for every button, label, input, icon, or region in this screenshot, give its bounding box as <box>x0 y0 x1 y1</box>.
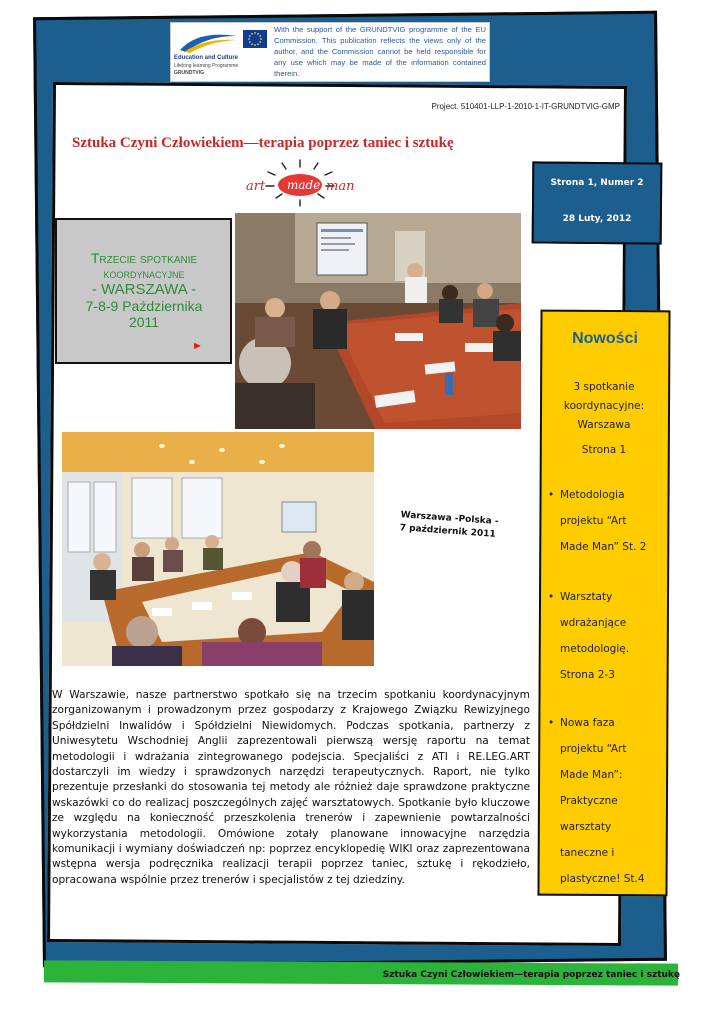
logo-word-man: man <box>326 179 355 194</box>
news-intro-line: 3 spotkanie <box>573 381 635 393</box>
news-item-line: metodologię. <box>560 643 630 655</box>
news-item-line: plastyczne! St.4 <box>560 873 645 885</box>
news-item-line: Made Man”: <box>560 769 623 781</box>
eu-logo-line1: Education and Culture <box>174 55 239 61</box>
news-item-line: Praktyczne <box>560 795 618 807</box>
eu-logo-line2: Lifelong learning Programme <box>174 63 239 69</box>
logo-word-art: art <box>246 179 266 194</box>
meeting-line2: koordynacyjne <box>103 266 185 281</box>
caption-line1: Warszawa -Polska - <box>400 510 499 528</box>
project-code: Project. 510401-LLP-1-2010-1-IT-GRUNDTVIG-GMP <box>431 102 620 111</box>
logo-word-made: made <box>287 178 321 192</box>
news-item-line: Made Man” St. 2 <box>560 541 647 553</box>
eu-swoosh-icon <box>178 30 238 54</box>
meeting-line4: 7-8-9 Października <box>85 298 203 314</box>
news-item-line: Strona 2-3 <box>560 669 615 681</box>
issue-box <box>532 161 663 244</box>
caption-line2: 7 październik 2011 <box>399 523 496 540</box>
meeting-photo-1 <box>235 213 521 429</box>
eu-flag-icon <box>243 30 267 48</box>
newsletter-title: Sztuka Czyni Człowiekiem—terapia poprzez taniec i sztukę <box>72 135 454 151</box>
issue-date: 28 Luty, 2012 <box>562 214 632 224</box>
news-item-line: taneczne i <box>560 847 615 859</box>
news-item-line: projektu “Art <box>560 515 627 527</box>
article-body: W Warszawie, nasze partnerstwo spotkało się na trzecim spotkaniu koordynacyjnym zorganizowanym i prowadzonym przez gospodarzy z Krajowego Związku Rewizyjnego Spółdzielni Inwalidów i Spółdzielni Niewidomych. Podczas spotkania, partnerzy z Uniwesytetu Wschodniej Anglii zaprezentowali pierwszą wersję raportu na temat metodologii i wdrażania zintegrowanego podejscia. Specjaliści z ATI i RE.LEG.ART dostarczyli im wiedzy i sprawdzonych narzędzi terapeutycznych. Raport, nie tylko prezentuje przesłanki do stosowania tej metody ale różnież daje sprawdzone praktyczne wskazówki co do realizacj poszczególnych zajęć warsztatowych. Spotkanie było kluczowe ze względu na konieczność przeszkolenia trenerów i zapewnienie powtarzalności wykorzystania metodologii. Omówione zotały planowane innowacyjne narzędzia komunikacji i wymiany doświadczeń np: poprzez encyklopedię WIKI oraz zaprezentowana wstępna wersja podręcznika realizacji terapii poprzez taniec, sztukę i rękodzieło, opracowana wspólnie przez trenerów i specjalistów z tej dziedziny. <box>52 689 530 886</box>
meeting-photo-2 <box>62 432 374 666</box>
news-intro-line: Warszawa <box>577 419 631 431</box>
eu-disclaimer: With the support of the GRUNDTVIG programme of the EU Commission. This publication reflects the views only of the author, and the Commission cannot be held responsible for any use which may be made of the information contained therein. <box>274 25 486 78</box>
news-item-line: projektu “Art <box>560 743 627 755</box>
meeting-box-text <box>60 250 228 330</box>
news-title: Nowości <box>572 330 638 347</box>
news-item-line: wdrażanjące <box>560 617 627 629</box>
eu-logo-line3: GRUNDTVIG <box>174 70 204 76</box>
news-item-line: • Warsztaty <box>560 591 613 603</box>
news-intro <box>548 378 660 460</box>
meeting-line5: 2011 <box>128 314 160 330</box>
news-item-line: • Metodologia <box>560 489 625 501</box>
news-item-line: • Nowa faza <box>560 717 615 729</box>
footer-title: Sztuka Czyni Człowiekiem—terapia poprzez taniec i sztukę <box>382 970 680 980</box>
news-item-line: warsztaty <box>560 821 612 833</box>
news-item-new-phase <box>548 710 660 892</box>
news-intro-line: koordynacyjne: <box>563 400 645 412</box>
news-item-methodology <box>548 482 660 560</box>
art-made-man-logo <box>230 158 370 218</box>
news-item-workshops <box>548 584 660 688</box>
meeting-line3: - WARSZAWA - <box>91 281 197 298</box>
arrow-right-icon: ► <box>192 340 203 352</box>
news-intro-line: Strona 1 <box>581 444 627 456</box>
meeting-line1: Trzecie spotkanie <box>90 250 198 266</box>
issue-number: Strona 1, Numer 2 <box>550 178 644 188</box>
